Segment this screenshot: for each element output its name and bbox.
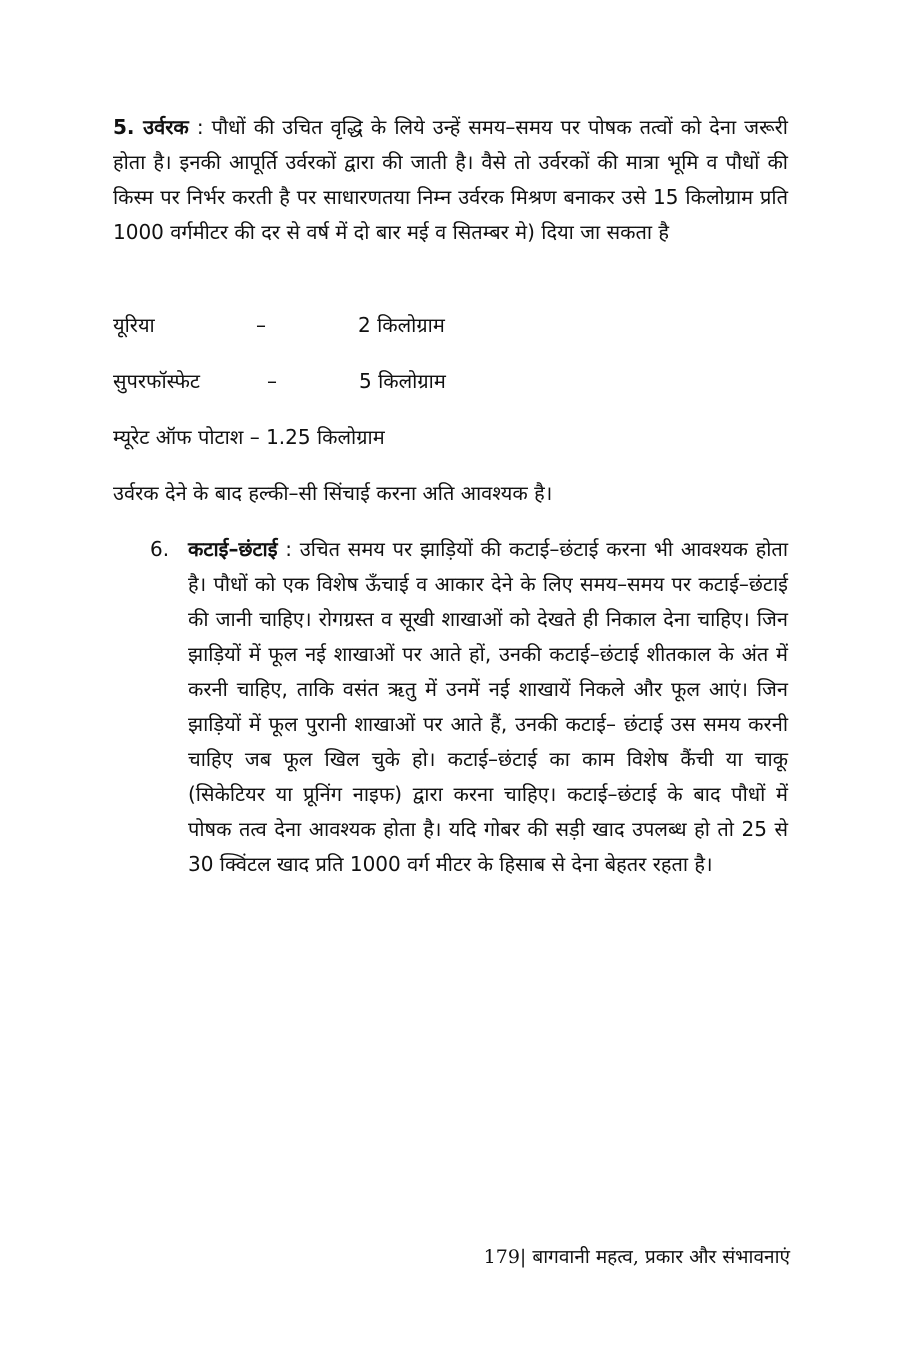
section-5-text: : पौधों की उचित वृद्धि के लिये उन्हें समय–समय पर पोषक तत्वों को देना जरूरी होता है। इनकी आपूर्ति उर्वरकों द्वारा की जाती है। वैसे तो उर्वरकों की मात्रा भूमि व पौधों की किस्म पर निर्भर करती है पर साधारणतया निम्न उर्वरक मिश्रण बनाकर उसे 15 किलोग्राम प्रति 1000 वर्गमीटर की दर से वर्ष में दो बार मई व सितम्बर मे) दिया जा सकता है — [113, 115, 788, 244]
fertilizer-name: सुपरफॉस्फेट — [113, 369, 200, 393]
fertilizer-dash: – — [256, 313, 266, 337]
page-footer — [484, 1243, 790, 1271]
section-5-heading: 5. उर्वरक — [113, 115, 189, 139]
fertilizer-quantity: 2 किलोग्राम — [358, 313, 445, 337]
fertilizer-row-urea — [113, 310, 613, 340]
irrigation-note: उर्वरक देने के बाद हल्की–सी सिंचाई करना अति आवश्यक है। — [113, 481, 553, 505]
fertilizer-name: म्यूरेट ऑफ पोटाश – 1.25 किलोग्राम — [113, 425, 385, 449]
fertilizer-quantity: 5 किलोग्राम — [359, 369, 446, 393]
fertilizer-row-potash — [113, 422, 613, 452]
book-title: बागवानी महत्व, प्रकार और संभावनाएं — [526, 1246, 790, 1268]
section-5-paragraph — [113, 110, 788, 250]
fertilizer-dash: – — [267, 369, 277, 393]
fertilizer-name: यूरिया — [113, 313, 155, 337]
section-6-heading: कटाई–छंटाई — [188, 537, 278, 561]
section-6-paragraph — [188, 532, 788, 882]
page-number: 179| — [483, 1246, 527, 1268]
section-6-number: 6. — [150, 537, 170, 561]
section-6-text: : उचित समय पर झाड़ियों की कटाई–छंटाई करना भी आवश्यक होता है। पौधों को एक विशेष ऊँचाई व आकार देने के लिए समय–समय पर कटाई–छंटाई की जानी चाहिए। रोगग्रस्त व सूखी शाखाओं को देखते ही निकाल देना चाहिए। जिन झाड़ियों में फूल नई शाखाओं पर आते हों, उनकी कटाई–छंटाई शीतकाल के अंत में करनी चाहिए, ताकि वसंत ऋतु में उनमें नई शाखायें निकले और फूल आएं। जिन झाड़ियों में फूल पुरानी शाखाओं पर आते हैं, उनकी कटाई– छंटाई उस समय करनी चाहिए जब फूल खिल चुके हो। कटाई–छंटाई का काम विशेष कैंची या चाकू (सिकेटियर या प्रूनिंग नाइफ) द्वारा करना चाहिए। कटाई–छंटाई के बाद पौधों में पोषक तत्व देना आवश्यक होता है। यदि गोबर की सड़ी खाद उपलब्ध हो तो 25 से 30 क्विंटल खाद प्रति 1000 वर्ग मीटर के हिसाब से देना बेहतर रहता है। — [188, 537, 788, 876]
fertilizer-row-superphosphate — [113, 366, 613, 396]
